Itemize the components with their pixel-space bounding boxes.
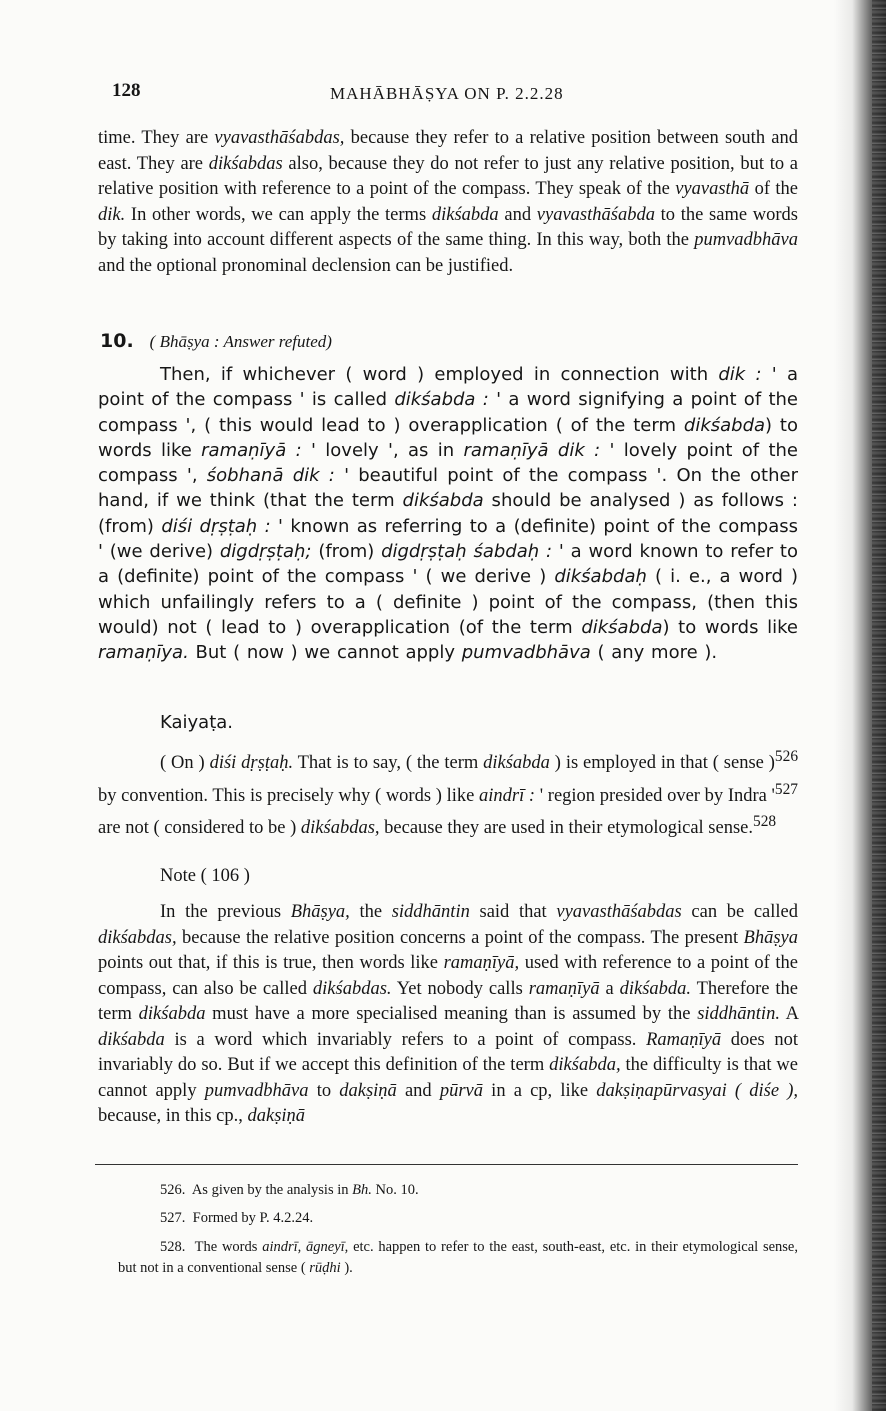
note-paragraph-block (98, 900, 798, 1130)
footnote-527: 527. Formed by P. 4.2.24. (160, 1210, 314, 1226)
running-head-title: MAHĀBHĀṢYA ON (330, 84, 491, 103)
section-title: ( Bhāṣya : Answer refuted) (149, 332, 332, 351)
running-head-reference: P. 2.2.28 (496, 84, 564, 103)
footnote-526: 526. As given by the analysis in Bh. No. 10. (160, 1182, 419, 1198)
intro-paragraph-block (98, 126, 798, 279)
page-number: 128 (112, 80, 141, 101)
kaiyata-paragraph: ( On ) diśi dṛṣṭaḥ. That is to say, ( the term dikśabda ) is employed in that ( sense )$^{526}$ by convention. This is precisely why ( words ) like aindrī : ' region presided over by Indra '$^{527}$ are not ( considered to be ) dikśabdas, because they are used in their etymological sense.$^{528}$ (98, 748, 799, 839)
kaiyata-paragraph-block (98, 744, 798, 842)
kaiyata-label: Kaiyaṭa. (160, 712, 234, 733)
footnote-ref-527: 527 (774, 780, 798, 798)
footnote-divider (95, 1164, 798, 1165)
footnote-528: 528. The words aindrī, āgneyī, etc. happen to refer to the east, south-east, etc. in their etymological sense, but not in a conventional sense ( rūḍhi ). (118, 1239, 798, 1276)
section-heading (100, 330, 332, 352)
note-label: Note ( 106 ) (160, 866, 250, 886)
book-binding-edge (872, 0, 886, 1411)
bhasya-paragraph: Then, if whichever ( word ) employed in connection with dik : ' a point of the compass ' is called dikśabda : ' a word signifying a point of the compass ', ( this would lead to ) overapplication ( of the term dikśabda) to words like ramaṇīyā : ' lovely ', as in ramaṇīyā dik : ' lovely point of the compass ', śobhanā dik : ' beautiful point of the compass '. On the other hand, if we think (that the term dikśabda should be analysed ) as follows : (from) diśi dṛṣṭaḥ : ' known as referring to a (definite) point of the compass ' (we derive) digdṛṣṭaḥ; (from) digdṛṣṭaḥ śabdaḥ : ' a word known to refer to a (definite) point of the compass ' ( we derive ) dikśabdaḥ ( i. e., a word ) which unfailingly refers to a ( definite ) point of the compass, (then this would) not ( lead to ) overapplication (of the term dikśabda) to words like ramaṇīya. But ( now ) we cannot apply pumvadbhāva ( any more ). (98, 364, 799, 664)
intro-paragraph: time. They are vyavasthāśabdas, because they refer to a relative position between south and east. They are dikśabdas also, because they do not refer to just any relative position, but to a relative position with reference to a point of the compass. They speak of the vyavasthā of the dik. In other words, we can apply the terms dikśabda and vyavasthāśabda to the same words by taking into account different aspects of the same thing. In this way, both the pumvadbhāva and the optional pronominal declension can be justified. (98, 128, 798, 276)
bhasya-paragraph-block (98, 362, 798, 666)
running-head (330, 84, 564, 104)
footnote-ref-526: 526 (774, 748, 799, 765)
note-paragraph: In the previous Bhāṣya, the siddhāntin said that vyavasthāśabdas can be called dikśabdas, because the relative position concerns a point of the compass. The present Bhāṣya points out that, if this is true, then words like ramaṇīyā, used with reference to a point of the compass, can also be called dikśabdas. Yet nobody calls ramaṇīyā a dikśabda. Therefore the term dikśabda must have a more specialised meaning than is assumed by the siddhāntin. A dikśabda is a word which invariably refers to a point of compass. Ramaṇīyā does not invariably do so. But if we accept this definition of the term dikśabda, the difficulty is that we cannot apply pumvadbhāva to dakṣiṇā and pūrvā in a cp, like dakṣiṇapūrvasyai ( diśe ), because, in this cp., dakṣiṇā (98, 902, 799, 1126)
footnote-ref-528: 528 (753, 813, 777, 831)
section-number: 10. (100, 330, 134, 352)
